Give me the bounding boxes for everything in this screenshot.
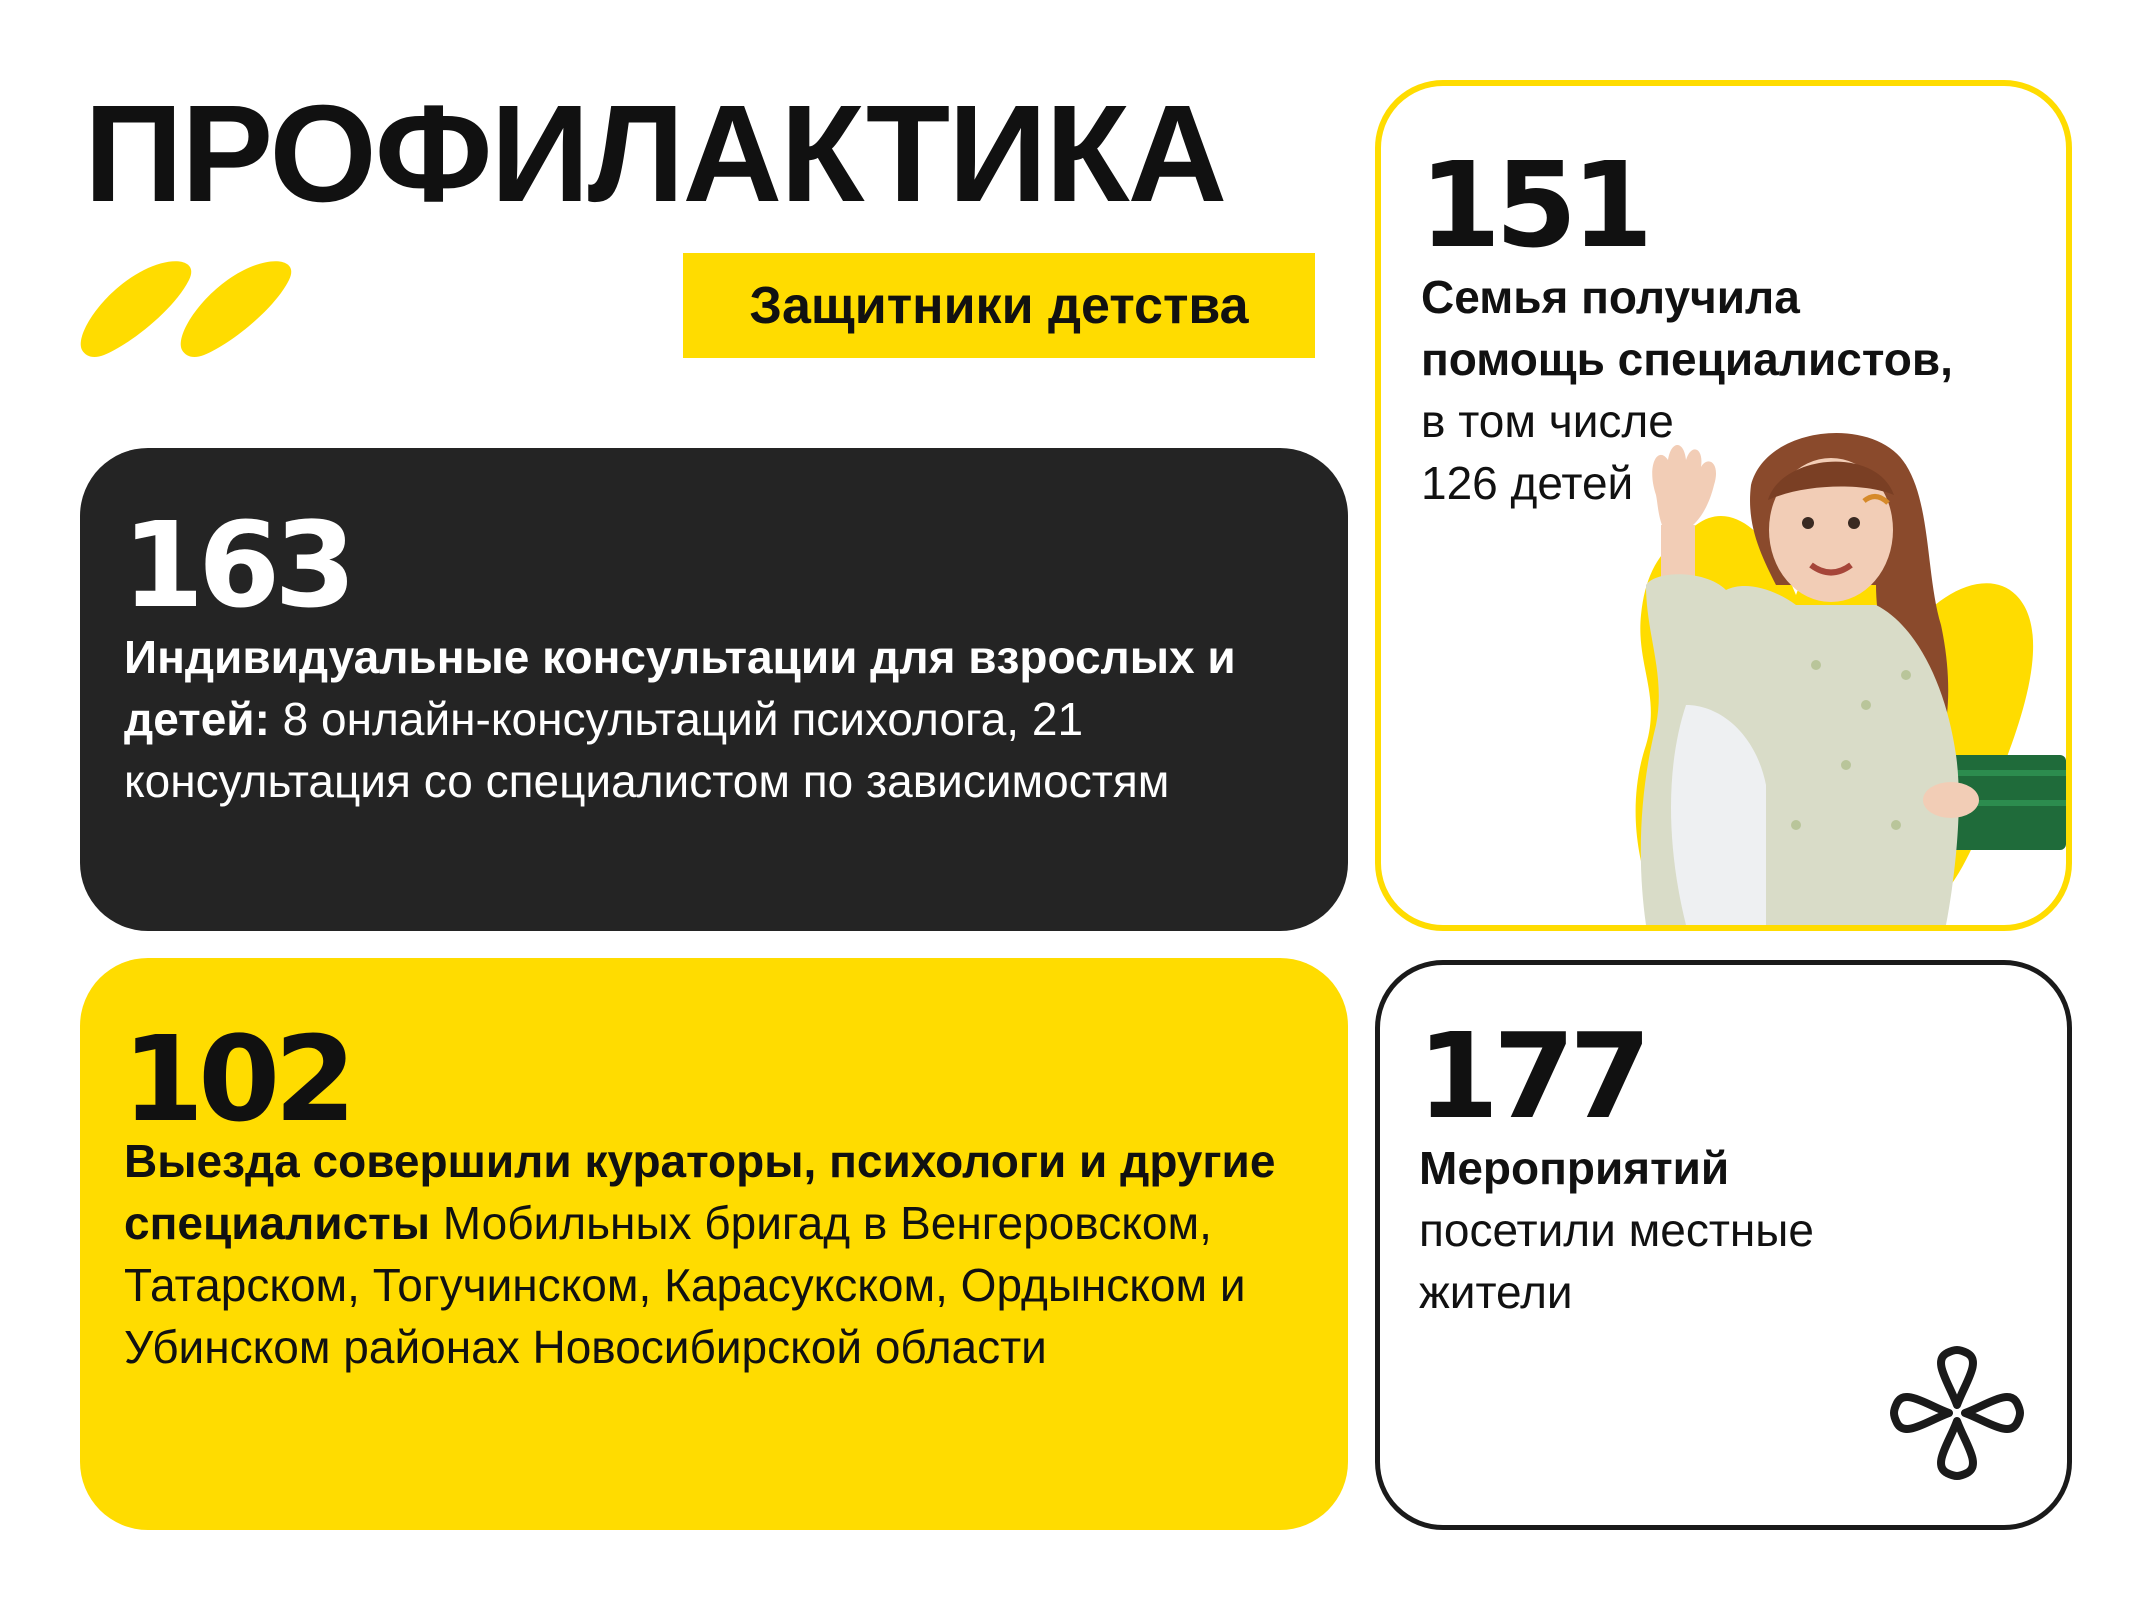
families-line3: в том числе: [1421, 395, 1674, 447]
events-bold-line1: Мероприятий: [1419, 1142, 1730, 1194]
visits-description: [124, 1130, 1314, 1378]
consultations-text: 8 онлайн-консультаций психолога, 21 консультация со специалистом по зависимостям: [124, 693, 1170, 807]
families-bold-line1: Семья получила: [1421, 271, 1800, 323]
program-tag: Защитники детства: [683, 253, 1315, 358]
families-bold-line2: помощь специалистов,: [1421, 333, 1953, 385]
families-line4: 126 детей: [1421, 457, 1634, 509]
events-number: 177: [1417, 1007, 1646, 1145]
visits-bold-text: Выезда совершили кураторы, психологи и другие специалисты: [124, 1135, 1276, 1249]
events-description: [1419, 1137, 2059, 1323]
consultations-bold-text: Индивидуальные консультации для взрослых и детей:: [124, 631, 1236, 745]
clover-icon: [1887, 1343, 2027, 1483]
consultations-number: 163: [122, 496, 351, 634]
families-number: 151: [1419, 136, 1648, 274]
events-card: [1375, 960, 2072, 1530]
child-photo: [1546, 405, 2066, 925]
visits-number: 102: [122, 1010, 351, 1148]
consultations-card: [80, 448, 1348, 931]
families-card: [1375, 80, 2072, 931]
consultations-description: [124, 626, 1314, 812]
visits-text: Мобильных бригад в Венгеровском, Татарском, Тогучинском, Карасукском, Ордынском и Убинском районах Новосибирской области: [124, 1197, 1246, 1373]
events-line3: жители: [1419, 1266, 1573, 1318]
visits-card: [80, 958, 1348, 1530]
quote-blob-icon: [74, 250, 304, 360]
events-line2: посетили местные: [1419, 1204, 1814, 1256]
page-title: ПРОФИЛАКТИКА: [84, 77, 1226, 231]
